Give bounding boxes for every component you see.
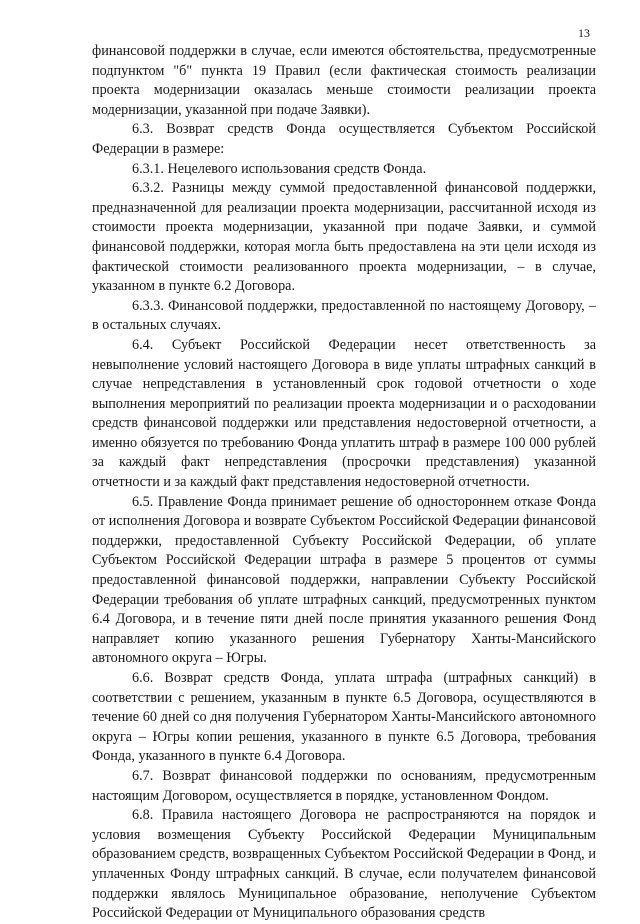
page-number: 13 bbox=[578, 26, 590, 40]
paragraph-6-7: 6.7. Возврат финансовой поддержки по основаниям, предусмотренным настоящим Договором, осуществляется в порядке, установленном Фондом. bbox=[92, 767, 596, 804]
paragraph-6-3-1: 6.3.1. Нецелевого использования средств Фонда. bbox=[132, 160, 427, 177]
paragraph-6-3-2: 6.3.2. Разницы между суммой предоставленной финансовой поддержки, предназначенной для реализации проекта модернизации, рассчитанной исходя из стоимости проекта модернизации, указанной при подаче Заявки, и суммой финансовой поддержки, которая могла быть предоставлена на эти цели исходя из фактической стоимости реализованного проекта модернизации, – в случае, указанном в пункте 6.2 Договора. bbox=[92, 180, 596, 295]
document-body bbox=[92, 42, 596, 924]
paragraph-6-3-3: 6.3.3. Финансовой поддержки, предоставленной по настоящему Договору, – в остальных случаях. bbox=[92, 297, 596, 334]
paragraph-6-6: 6.6. Возврат средств Фонда, уплата штрафа (штрафных санкций) в соответствии с решением, указанным в пункте 6.5 Договора, осуществляются в течение 60 дней со дня получения Губернатором Ханты-Мансийского автономного округа – Югры копии решения, указанного в пункте 6.5 Договора, требования Фонда, указанного в пункте 6.4 Договора. bbox=[92, 670, 596, 765]
paragraph-6-5: 6.5. Правление Фонда принимает решение об одностороннем отказе Фонда от исполнения Договора и возврате Субъектом Российской Федерации финансовой поддержки, предоставленной Субъекту Российской Федерации, об уплате Субъектом Российской Федерации штрафа в размере 5 процентов от суммы предоставленной финансовой поддержки, направлении Субъекту Российской Федерации требования об уплате штрафных санкций, предусмотренных пунктом 6.4 Договора, и в течение пяти дней после принятия указанного решения Фонд направляет копию указанного решения Губернатору Ханты-Мансийского автономного округа – Югры. bbox=[92, 493, 596, 667]
paragraph-6-3: 6.3. Возврат средств Фонда осуществляется Субъектом Российской Федерации в размере: bbox=[92, 121, 596, 157]
paragraph-continuation: финансовой поддержки в случае, если имеются обстоятельства, предусмотренные подпунктом "б" пункта 19 Правил (если фактическая стоимость реализации проекта модернизации оказалась меньше стоимости реализации проекта модернизации, указанной при подаче Заявки). bbox=[92, 43, 596, 118]
paragraph-6-8: 6.8. Правила настоящего Договора не распространяются на порядок и условия возмещения Субъекту Российской Федерации Муниципальным образованием средств, возвращенных Субъектом Российской Федерации в Фонд, и уплаченных Фонду штрафных санкций. В случае, если получателем финансовой поддержки являлось Муниципальное образование, неполучение Субъектом Российской Федерации от Муниципального образования средств bbox=[92, 807, 596, 922]
paragraph-6-4: 6.4. Субъект Российской Федерации несет ответственность за невыполнение условий настоящего Договора в виде уплаты штрафных санкций в случае непредставления в установленный срок годовой отчетности о ходе выполнения мероприятий по реализации проекта модернизации и о расходовании средств финансовой поддержки или представления недостоверной отчетности, а именно обязуется по требованию Фонда уплатить штраф в размере 100 000 рублей за каждый факт непредставления (просрочки представления) указанной отчетности и за каждый факт представления недостоверной отчетности. bbox=[92, 336, 596, 491]
